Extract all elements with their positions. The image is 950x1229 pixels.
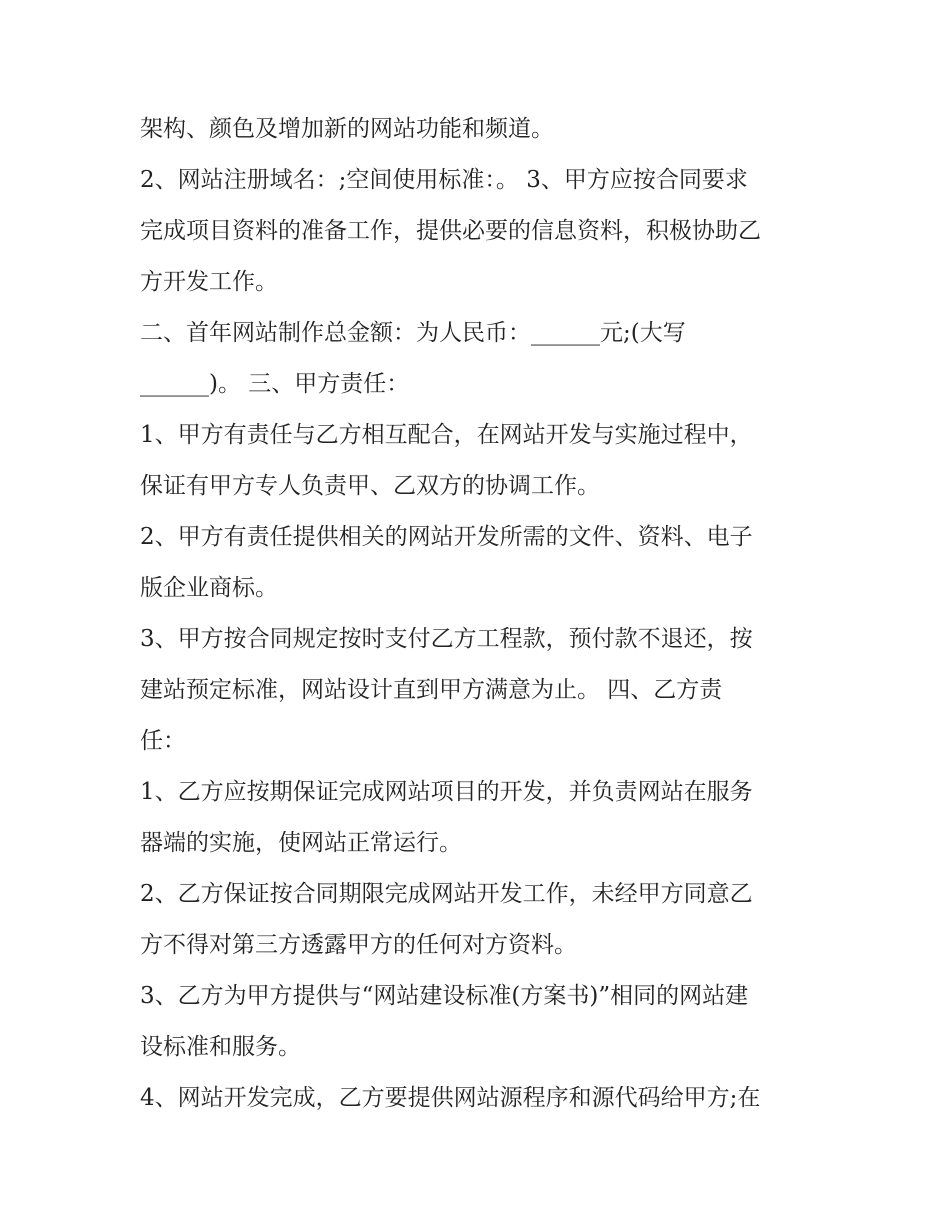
text-line: 任： — [140, 728, 186, 754]
text-line: 方开发工作。 — [140, 269, 278, 295]
text-line: 器端的实施，使网站正常运行。 — [140, 830, 462, 856]
text-line: 建站预定标准，网站设计直到甲方满意为止。 四、乙方责 — [140, 677, 723, 703]
text-line: 方不得对第三方透露甲方的任何对方资料。 — [140, 932, 577, 958]
text-line: 二、首年网站制作总金额：为人民币：______元;(大写 — [140, 320, 686, 346]
text-line: 4、网站开发完成，乙方要提供网站源程序和源代码给甲方;在 — [140, 1085, 761, 1111]
text-line: 1、甲方有责任与乙方相互配合，在网站开发与实施过程中， — [140, 422, 753, 448]
text-line: 架构、颜色及增加新的网站功能和频道。 — [140, 116, 554, 142]
text-line: 3、甲方按合同规定按时支付乙方工程款，预付款不退还，按 — [140, 626, 753, 652]
text-line: 完成项目资料的准备工作，提供必要的信息资料，积极协助乙 — [140, 218, 761, 244]
text-line: 2、乙方保证按合同期限完成网站开发工作，未经甲方同意乙 — [140, 881, 753, 907]
text-line: 2、网站注册域名：;空间使用标准：。 3、甲方应按合同要求 — [140, 167, 748, 193]
text-line: 2、甲方有责任提供相关的网站开发所需的文件、资料、电子 — [140, 524, 753, 550]
text-line: 3、乙方为甲方提供与“网站建设标准(方案书)”相同的网站建 — [140, 983, 749, 1009]
text-line: 版企业商标。 — [140, 575, 278, 601]
text-line: ______)。 三、甲方责任： — [140, 371, 410, 397]
text-line: 保证有甲方专人负责甲、乙双方的协调工作。 — [140, 473, 600, 499]
text-line: 设标准和服务。 — [140, 1034, 301, 1060]
text-line: 1、乙方应按期保证完成网站项目的开发，并负责网站在服务 — [140, 779, 753, 805]
document-body — [140, 104, 820, 1124]
